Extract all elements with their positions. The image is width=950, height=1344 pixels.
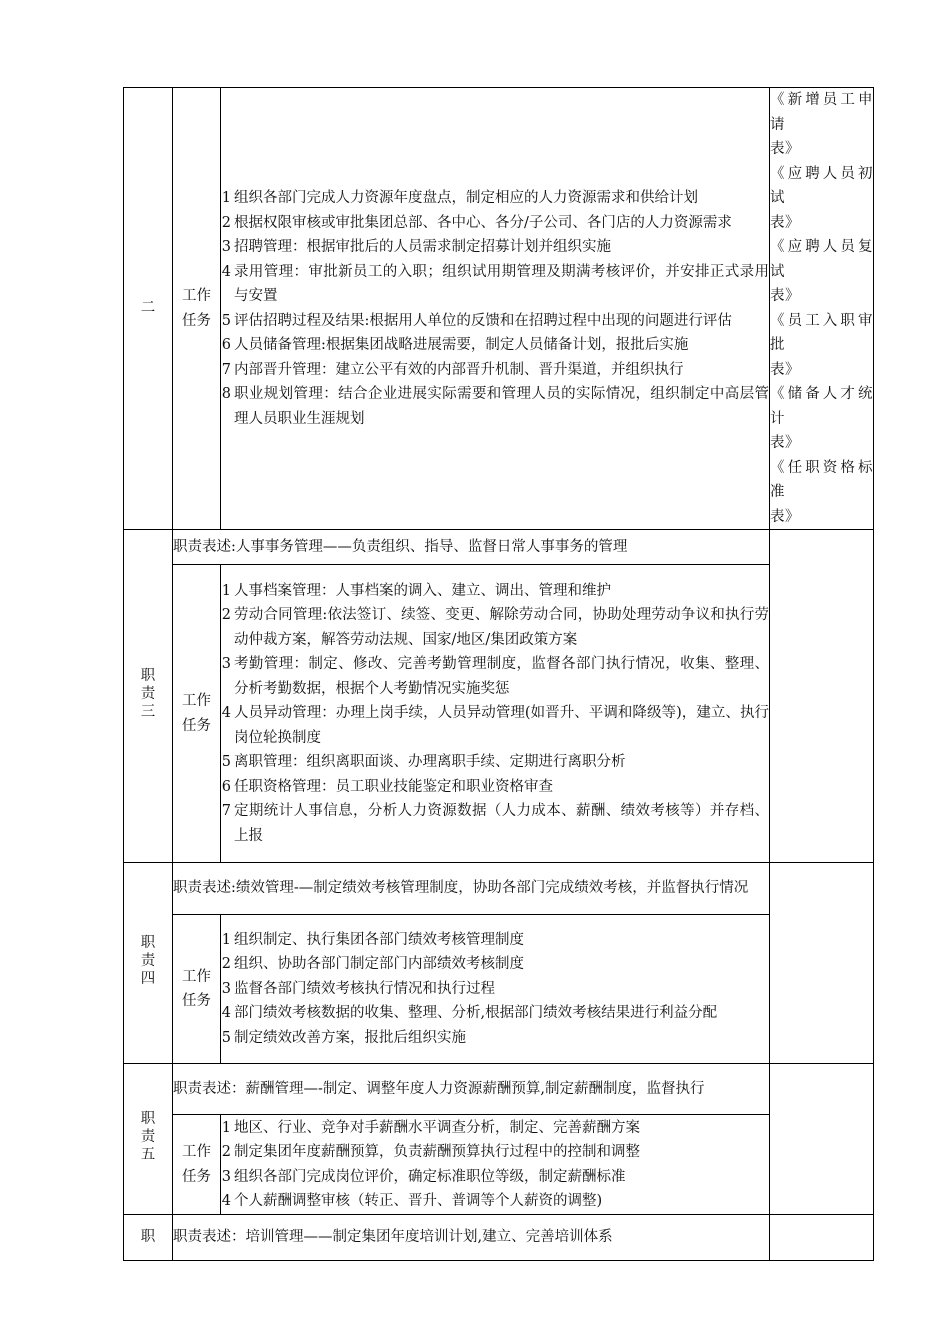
section-3-desc-row [124, 530, 874, 565]
task-item: 7 定期统计人事信息，分析人力资源数据（人力成本、薪酬、绩效考核等）并存档、上报 [221, 803, 769, 844]
task-list [221, 1115, 770, 1215]
related-forms [770, 530, 874, 863]
form-entry: 《应聘人员初试 表》 [770, 165, 873, 231]
task-item: 1 地区、行业、竞争对手薪酬水平调查分析，制定、完善薪酬方案 [221, 1119, 640, 1136]
task-item: 3 监督各部门绩效考核执行情况和执行过程 [221, 980, 495, 997]
related-forms [770, 1064, 874, 1215]
duty-label: 职责三 [124, 530, 173, 863]
task-item: 5 制定绩效改善方案，报批后组织实施 [221, 1029, 466, 1046]
related-forms [770, 88, 874, 530]
task-item: 3 组织各部门完成岗位评价，确定标准职位等级，制定薪酬标准 [221, 1168, 626, 1185]
duty-label: 二 [124, 88, 173, 530]
task-list [221, 915, 770, 1064]
task-item: 2 组织、协助各部门制定部门内部绩效考核制度 [221, 956, 524, 973]
sub-label: 工作任务 [173, 1115, 221, 1215]
duty-description: 职责表述:绩效管理-—制定绩效考核管理制度，协助各部门完成绩效考核，并监督执行情况 [173, 863, 770, 915]
section-5-desc-row [124, 1064, 874, 1115]
section-5-tasks-row [124, 1115, 874, 1215]
form-entry: 《新增员工申请 表》 [770, 92, 873, 157]
task-item: 3 考勤管理：制定、修改、完善考勤管理制度，监督各部门执行情况，收集、整理、分析考勤数据，根据个人考勤情况实施奖惩 [221, 656, 769, 697]
sub-label: 工作任务 [173, 565, 221, 863]
task-item: 4 部门绩效考核数据的收集、整理、分析,根据部门绩效考核结果进行利益分配 [221, 1005, 718, 1022]
form-entry: 《应聘人员复试 表》 [770, 239, 873, 304]
task-item: 6 人员储备管理:根据集团战略进展需要，制定人员储备计划，报批后实施 [221, 337, 689, 353]
task-item: 3 招聘管理：根据审批后的人员需求制定招募计划并组织实施 [221, 239, 611, 255]
section-4-desc-row [124, 863, 874, 915]
form-entry: 《任职资格标准 表》 [770, 459, 873, 525]
duty-label: 职 [124, 1215, 173, 1261]
related-forms [770, 863, 874, 1064]
sub-label: 工作任务 [173, 88, 221, 530]
duty-label: 职责四 [124, 863, 173, 1064]
task-item: 1 组织制定、执行集团各部门绩效考核管理制度 [221, 931, 524, 948]
task-item: 1 人事档案管理：人事档案的调入、建立、调出、管理和维护 [221, 582, 611, 599]
task-item: 5 评估招聘过程及结果:根据用人单位的反馈和在招聘过程中出现的问题进行评估 [221, 312, 732, 329]
duty-label: 职责五 [124, 1064, 173, 1215]
task-item: 1 组织各部门完成人力资源年度盘点，制定相应的人力资源需求和供给计划 [221, 190, 698, 206]
section-2-tasks-row [124, 88, 874, 530]
task-item: 4 个人薪酬调整审核（转正、晋升、普调等个人薪资的调整) [221, 1193, 603, 1209]
task-item: 8 职业规划管理：结合企业进展实际需要和管理人员的实际情况，组织制定中高层管理人员职业生涯规划 [221, 386, 769, 427]
sub-label: 工作任务 [173, 915, 221, 1064]
duty-description: 职责表述：薪酬管理—-制定、调整年度人力资源薪酬预算,制定薪酬制度，监督执行 [173, 1064, 770, 1115]
section-3-tasks-row [124, 565, 874, 863]
form-entry: 《员工入职审批 表》 [770, 312, 873, 378]
task-item: 5 离职管理：组织离职面谈、办理离职手续、定期进行离职分析 [221, 754, 626, 771]
related-forms [770, 1215, 874, 1261]
section-4-tasks-row [124, 915, 874, 1064]
form-entry: 《储备人才统计 表》 [770, 386, 873, 451]
task-list [221, 565, 770, 863]
task-item: 7 内部晋升管理：建立公平有效的内部晋升机制、晋升渠道，并组织执行 [221, 361, 684, 378]
section-6-desc-row [124, 1215, 874, 1261]
task-list [221, 88, 770, 530]
duty-description: 职责表述:人事事务管理——负责组织、指导、监督日常人事事务的管理 [173, 530, 770, 565]
duty-description: 职责表述：培训管理——制定集团年度培训计划,建立、完善培训体系 [173, 1215, 770, 1261]
task-item: 6 任职资格管理：员工职业技能鉴定和职业资格审查 [221, 778, 553, 795]
task-item: 2 制定集团年度薪酬预算，负责薪酬预算执行过程中的控制和调整 [221, 1144, 640, 1160]
job-description-table [123, 87, 874, 1261]
task-item: 2 根据权限审核或审批集团总部、各中心、各分/子公司、各门店的人力资源需求 [221, 214, 732, 231]
task-item: 2 劳动合同管理:依法签订、续签、变更、解除劳动合同，协助处理劳动争议和执行劳动仲裁方案，解答劳动法规、国家/地区/集团政策方案 [221, 607, 769, 648]
task-item: 4 人员异动管理：办理上岗手续，人员异动管理(如晋升、平调和降级等)，建立、执行岗位轮换制度 [221, 705, 769, 746]
task-item: 4 录用管理：审批新员工的入职；组织试用期管理及期满考核评价，并安排正式录用与安置 [221, 263, 769, 304]
